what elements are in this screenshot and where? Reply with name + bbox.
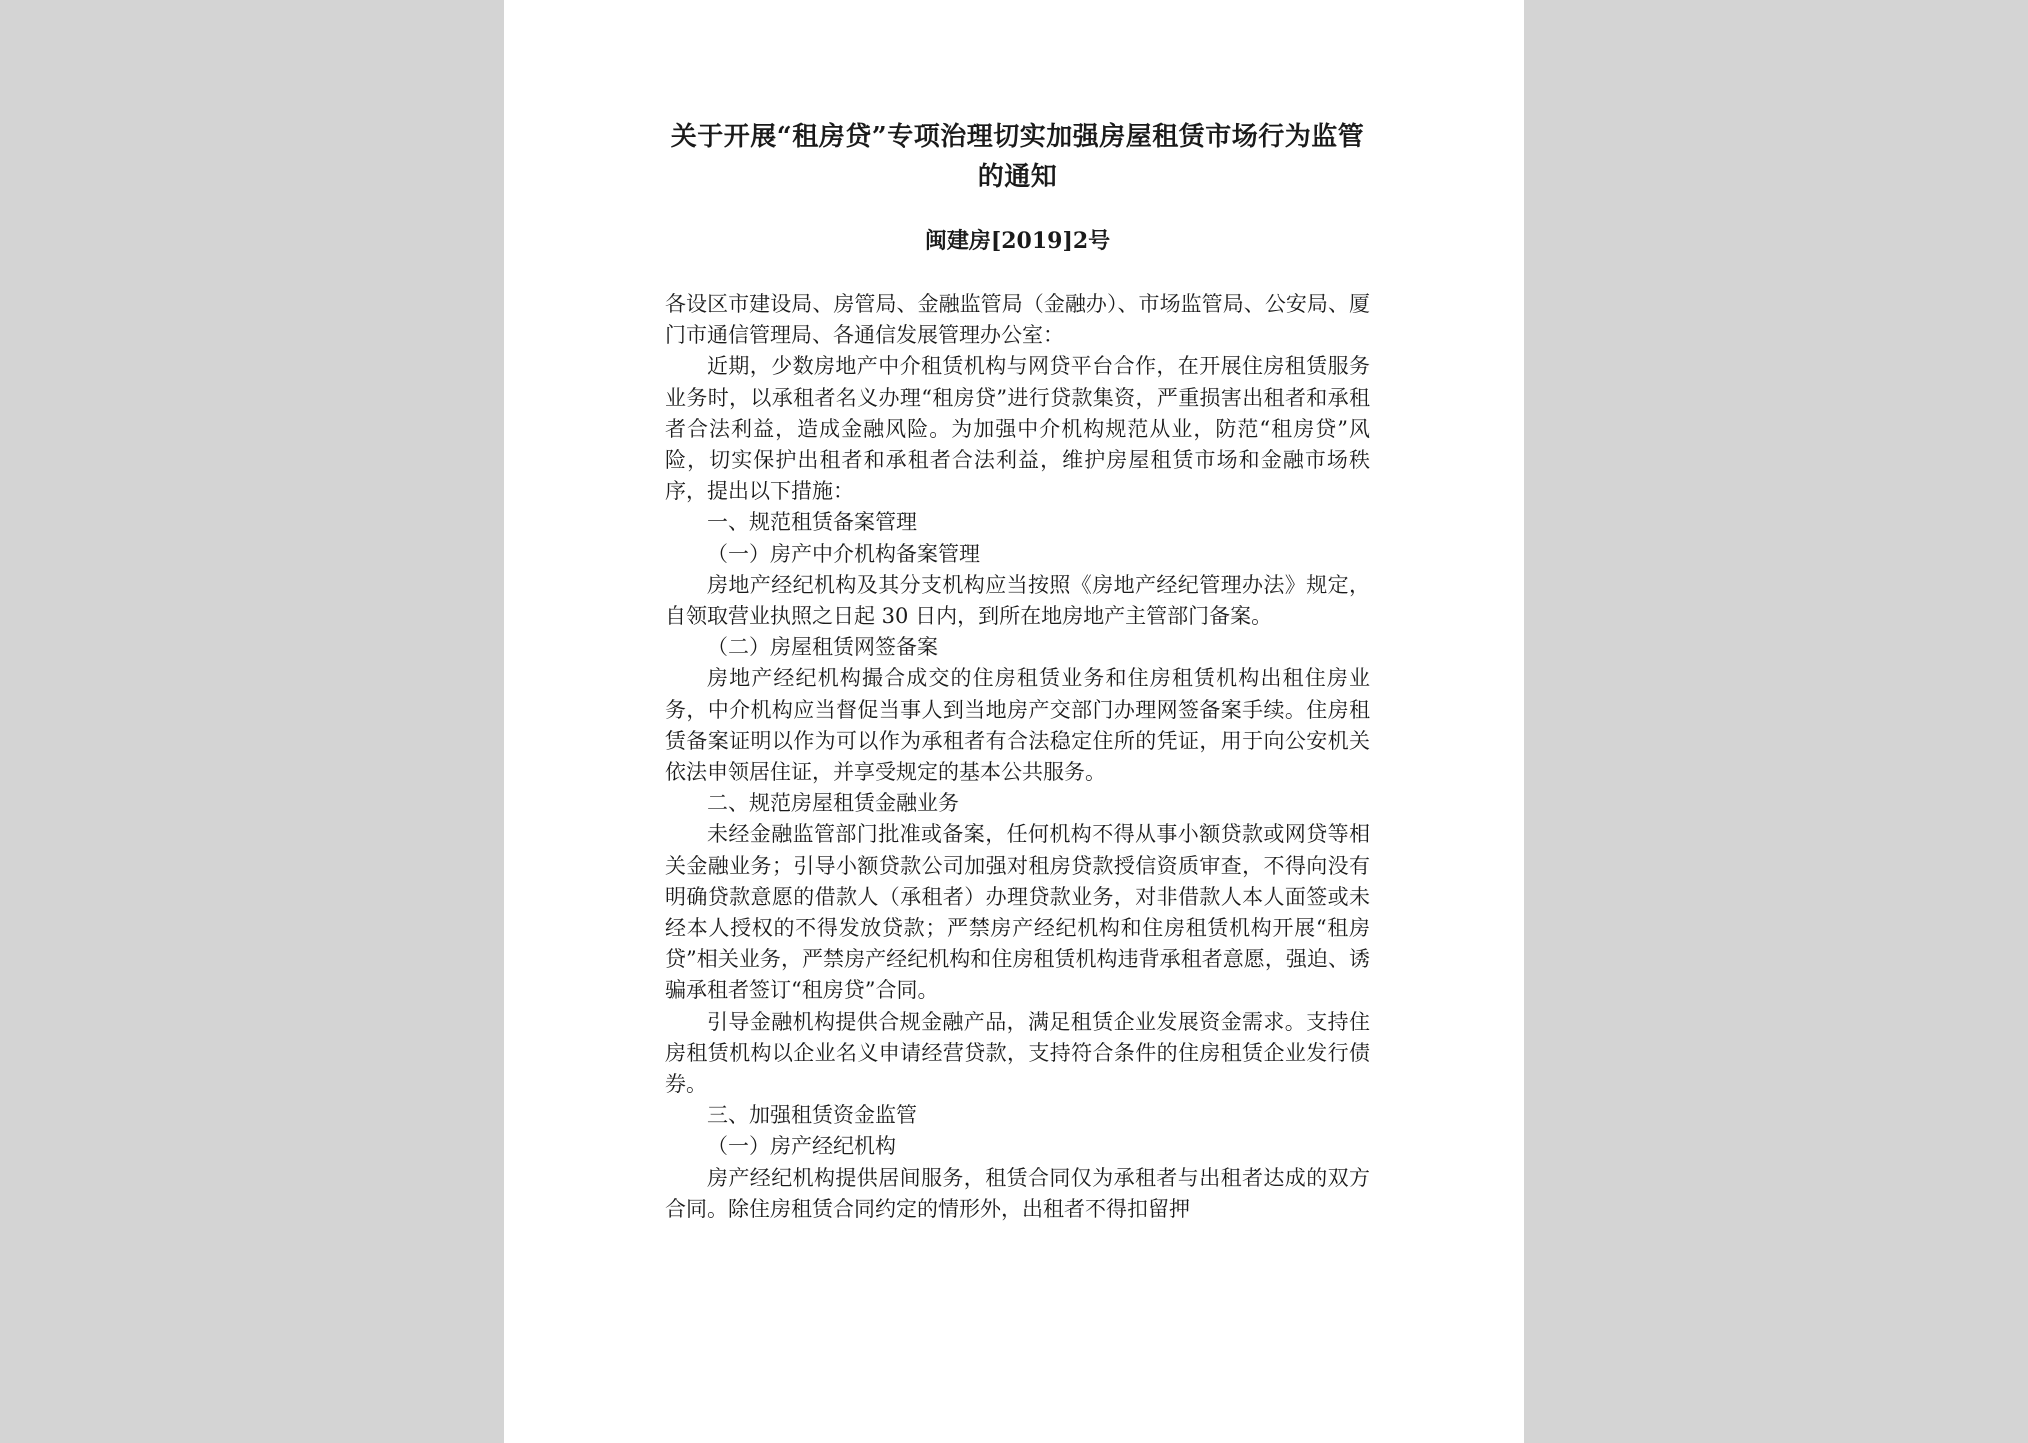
paragraph-2-2: 引导金融机构提供合规金融产品，满足租赁企业发展资金需求。支持住房租赁机构以企业名义申请经营贷款，支持符合条件的住房租赁企业发行债券。 [665, 1009, 1370, 1097]
section-heading-2: 二、规范房屋租赁金融业务 [707, 791, 959, 816]
subsection-heading-1-1: （一）房产中介机构备案管理 [707, 541, 980, 566]
salutation: 各设区市建设局、房管局、金融监管局（金融办）、市场监管局、公安局、厦门市通信管理局、各通信发展管理办公室： [665, 292, 1370, 348]
subsection-heading-3-1: （一）房产经纪机构 [707, 1134, 896, 1159]
section-heading-1: 一、规范租赁备案管理 [707, 510, 917, 535]
subsection-heading-1-2: （二）房屋租赁网签备案 [707, 635, 938, 660]
paragraph-3-1: 房产经纪机构提供居间服务，租赁合同仅为承租者与出租者达成的双方合同。除住房租赁合同约定的情形外，出租者不得扣留押 [665, 1165, 1370, 1221]
document-body [665, 289, 1370, 1225]
section-heading-3: 三、加强租赁资金监管 [707, 1103, 917, 1128]
paragraph-intro: 近期，少数房地产中介租赁机构与网贷平台合作，在开展住房租赁服务业务时，以承租者名义办理“租房贷”进行贷款集资，严重损害出租者和承租者合法利益，造成金融风险。为加强中介机构规范从业，防范“租房贷”风险，切实保护出租者和承租者合法利益，维护房屋租赁市场和金融市场秩序，提出以下措施： [665, 354, 1370, 504]
document-page [504, 0, 1524, 1443]
document-number: 闽建房[2019]2号 [924, 228, 1111, 254]
document-title: 关于开展“租房贷”专项治理切实加强房屋租赁市场行为监管的通知 [670, 122, 1365, 192]
paragraph-1-1: 房地产经纪机构及其分支机构应当按照《房地产经纪管理办法》规定，自领取营业执照之日起 30 日内，到所在地房地产主管部门备案。 [665, 572, 1370, 629]
document-content [665, 117, 1370, 1225]
paragraph-2-1: 未经金融监管部门批准或备案，任何机构不得从事小额贷款或网贷等相关金融业务；引导小额贷款公司加强对租房贷款授信资质审查，不得向没有明确贷款意愿的借款人（承租者）办理贷款业务，对非借款人本人面签或未经本人授权的不得发放贷款；严禁房产经纪机构和住房租赁机构开展“租房贷”相关业务，严禁房产经纪机构和住房租赁机构违背承租者意愿，强迫、诱骗承租者签订“租房贷”合同。 [665, 822, 1370, 1003]
paragraph-1-2: 房地产经纪机构撮合成交的住房租赁业务和住房租赁机构出租住房业务，中介机构应当督促当事人到当地房产交部门办理网签备案手续。住房租赁备案证明以作为可以作为承租者有合法稳定住所的凭证，用于向公安机关依法申领居住证，并享受规定的基本公共服务。 [665, 666, 1370, 785]
